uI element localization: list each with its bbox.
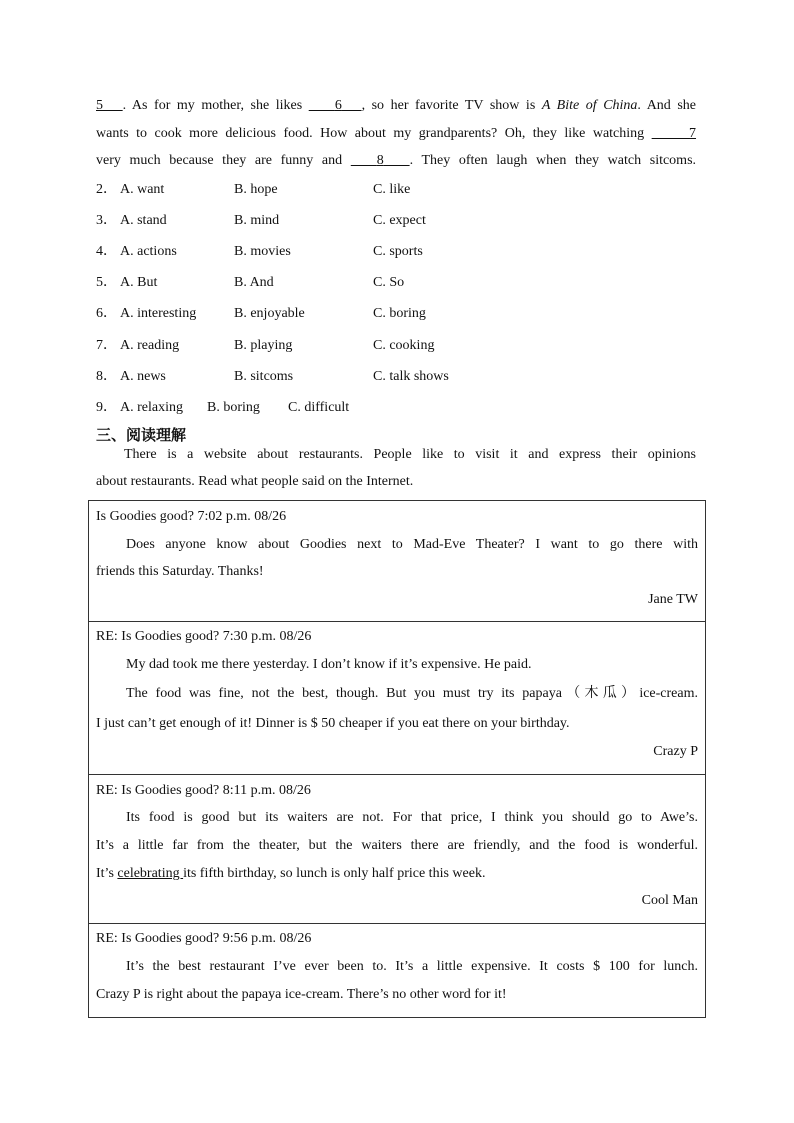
option-b: B. And: [234, 275, 274, 290]
option-a: A. news: [120, 369, 166, 384]
post-body: Its food is good but its waiters are not. For that price, I think you should go to Awe’s.: [126, 810, 698, 825]
passage-text: . They often laugh when they watch sitcoms.: [409, 153, 697, 168]
option-b: B. boring: [207, 400, 260, 415]
option-b: B. sitcoms: [234, 369, 294, 384]
passage-text: very much because they are funny and: [96, 153, 351, 168]
option-a: A. relaxing: [120, 400, 183, 415]
question-number: 9．: [96, 400, 117, 415]
post-body: It’s a little far from the theater, but the waiters there are friendly, and the food is wonderful.: [96, 838, 698, 853]
question-row: [96, 368, 696, 386]
blank-7-pad: [652, 126, 689, 141]
post-body: I just can’t get enough of it! Dinner is $ 50 cheaper if you eat there on your birthday.: [96, 716, 570, 731]
post-2: [89, 622, 705, 775]
passage-text: wants to cook more delicious food. How about my grandparents? Oh, they like watching: [96, 126, 652, 141]
passage-line-2: [96, 125, 696, 143]
blank-5-pad: [103, 98, 123, 113]
post-author: Crazy P: [653, 744, 698, 759]
tv-show-title: A Bite of China: [541, 98, 638, 113]
question-number: 4．: [96, 244, 117, 259]
question-number: 6．: [96, 306, 117, 321]
option-c: C. talk shows: [373, 369, 449, 384]
option-c: C. sports: [373, 244, 423, 259]
option-a: A. reading: [120, 338, 180, 353]
blank-6: 6: [334, 98, 342, 113]
question-number: 3．: [96, 213, 117, 228]
option-c: C. expect: [373, 213, 426, 228]
option-c: C. cooking: [373, 338, 435, 353]
question-number: 8．: [96, 369, 117, 384]
option-a: A. stand: [120, 213, 167, 228]
question-row: [96, 243, 696, 261]
option-a: A. actions: [120, 244, 177, 259]
post-body-line: [96, 865, 698, 883]
option-a: A. But: [120, 275, 158, 290]
question-row: [96, 305, 696, 323]
passage-line-1: [96, 97, 696, 115]
post-body: It’s the best restaurant I’ve ever been to. It’s a little expensive. It costs $ 100 for lunch.: [126, 959, 698, 974]
option-b: B. mind: [234, 213, 280, 228]
question-row: [96, 212, 696, 230]
blank-6-pad-right: [342, 98, 362, 113]
post-1: [89, 501, 705, 622]
post-text: its fifth birthday, so lunch is only half price this week.: [183, 866, 486, 881]
post-header: RE: Is Goodies good? 9:56 p.m. 08/26: [96, 931, 312, 946]
post-author: Jane TW: [648, 592, 698, 607]
passage-text: . As for my mother, she likes: [122, 98, 309, 113]
blank-8: 8: [376, 153, 384, 168]
post-header: RE: Is Goodies good? 8:11 p.m. 08/26: [96, 783, 311, 798]
post-body: Does anyone know about Goodies next to Mad-Eve Theater? I want to go there with: [126, 537, 698, 552]
question-number: 7．: [96, 338, 117, 353]
question-row: [96, 399, 696, 417]
option-c: C. boring: [373, 306, 426, 321]
blank-8-pad-left: [351, 153, 377, 168]
post-header: Is Goodies good? 7:02 p.m. 08/26: [96, 509, 287, 524]
forum-posts-table: [88, 500, 706, 1018]
post-author: Cool Man: [641, 893, 698, 908]
post-header: RE: Is Goodies good? 7:30 p.m. 08/26: [96, 629, 312, 644]
blank-8-pad-right: [384, 153, 410, 168]
post-body: My dad took me there yesterday. I don’t know if it’s expensive. He paid.: [126, 657, 532, 672]
post-body: Crazy P is right about the papaya ice-cream. There’s no other word for it!: [96, 987, 507, 1002]
option-c: C. difficult: [288, 400, 350, 415]
post-body: friends this Saturday. Thanks!: [96, 564, 264, 579]
question-row: [96, 181, 696, 199]
option-c: C. like: [373, 182, 411, 197]
intro-line-1: There is a website about restaurants. People like to visit it and express their opinions: [124, 447, 696, 462]
question-row: [96, 337, 696, 355]
question-row: [96, 274, 696, 292]
question-number: 5．: [96, 275, 117, 290]
option-c: C. So: [373, 275, 405, 290]
option-b: B. playing: [234, 338, 293, 353]
passage-text: , so her favorite TV show is: [361, 98, 542, 113]
option-b: B. enjoyable: [234, 306, 305, 321]
blank-5: 5: [96, 98, 103, 113]
option-a: A. want: [120, 182, 165, 197]
underlined-word: celebrating: [117, 866, 184, 881]
post-3: [89, 775, 705, 924]
intro-line-2: about restaurants. Read what people said on the Internet.: [96, 474, 414, 489]
post-4: [89, 924, 705, 1017]
blank-7: 7: [689, 126, 697, 141]
section-heading: 三、阅读理解: [96, 426, 187, 444]
option-b: B. hope: [234, 182, 278, 197]
blank-6-pad-left: [309, 98, 335, 113]
passage-text: . And she: [637, 98, 697, 113]
post-body: The food was fine, not the best, though. But you must try its papaya（木瓜）ice-cream.: [126, 686, 698, 701]
option-a: A. interesting: [120, 306, 197, 321]
option-b: B. movies: [234, 244, 291, 259]
post-text: It’s: [96, 866, 118, 881]
passage-line-3: [96, 152, 696, 170]
question-number: 2．: [96, 182, 117, 197]
